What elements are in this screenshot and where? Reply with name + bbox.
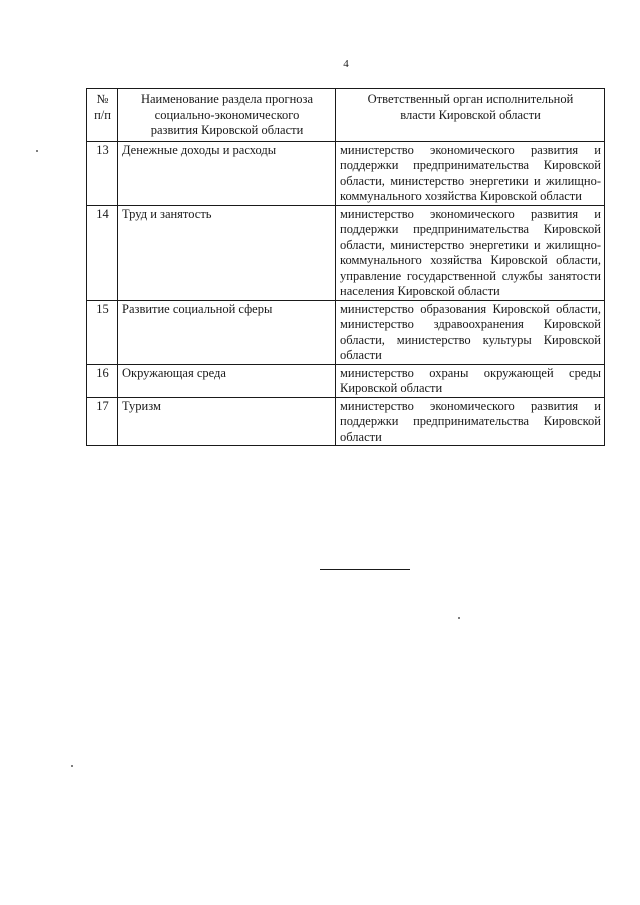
row-responsible-body: министерство экономического развития и поддержки предпринимательства Кировской области [336,397,605,446]
table-row [87,300,605,364]
row-number: 15 [87,300,118,364]
row-number: 14 [87,205,118,300]
row-section-name: Денежные доходы и расходы [118,141,336,205]
header-org-line: власти Кировской области [400,107,541,122]
row-number: 16 [87,364,118,397]
header-number-line: п/п [94,107,111,122]
table-row [87,397,605,446]
row-responsible-body: министерство экономического развития и поддержки предпринимательства Кировской области, министерство энергетики и жилищно-коммунального хозяйства Кировской области, управление государственной службы занятости населения Кировской области [336,205,605,300]
row-number: 13 [87,141,118,205]
row-responsible-body: министерство охраны окружающей среды Кировской области [336,364,605,397]
header-number [87,89,118,142]
header-responsible-body [336,89,605,142]
header-section-name [118,89,336,142]
header-org-line: Ответственный орган исполнительной [367,92,574,106]
page-number: 4 [343,58,349,70]
header-section-line: развития Кировской области [150,123,304,137]
table-row [87,364,605,397]
row-responsible-body: министерство образования Кировской области, министерство здравоохранения Кировской области, министерство культуры Кировской области [336,300,605,364]
table-header-row [87,89,605,142]
header-section-line: Наименование раздела прогноза [140,92,314,106]
header-section-line: социально-экономического [154,107,300,122]
scan-speck [458,617,460,619]
scan-speck [71,765,73,767]
row-number: 17 [87,397,118,446]
end-of-document-rule [320,569,410,570]
row-section-name: Развитие социальной сферы [118,300,336,364]
header-number-line: № [96,92,109,106]
table-row [87,141,605,205]
row-responsible-body: министерство экономического развития и поддержки предпринимательства Кировской области, министерство энергетики и жилищно-коммунального хозяйства Кировской области [336,141,605,205]
responsibility-table [86,88,605,446]
row-section-name: Туризм [118,397,336,446]
table-row [87,205,605,300]
row-section-name: Окружающая среда [118,364,336,397]
row-section-name: Труд и занятость [118,205,336,300]
scan-speck [36,150,38,152]
